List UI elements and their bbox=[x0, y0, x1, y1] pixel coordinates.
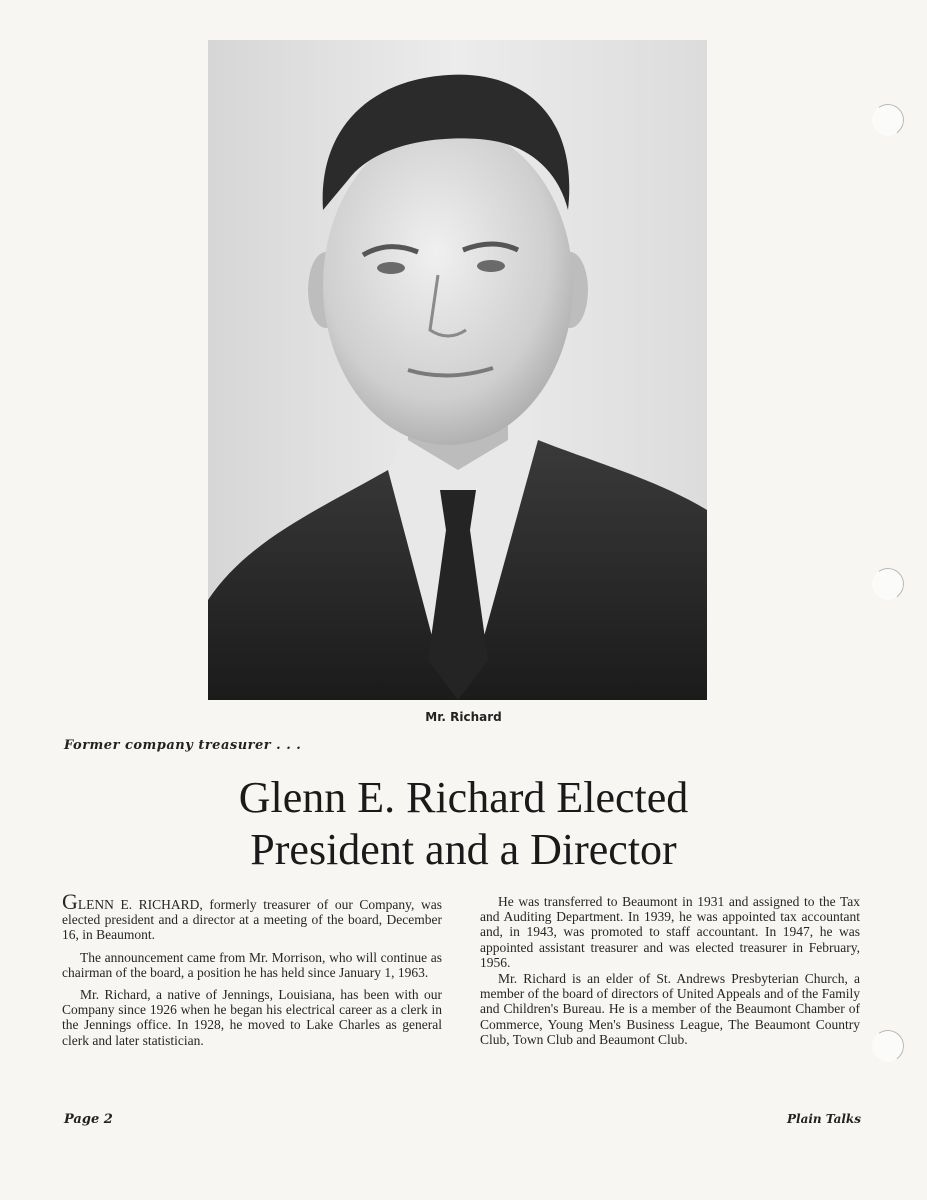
paragraph-3: Mr. Richard, a native of Jennings, Louisiana, has been with our Company since 1926 when he began his electrical career as a clerk in the Jennings office. In 1928, he moved to Lake Charles as general clerk and later statistician. bbox=[62, 987, 442, 1048]
photo-caption: Mr. Richard bbox=[425, 710, 502, 724]
portrait-illustration bbox=[208, 40, 707, 700]
headline-line-2: President and a Director bbox=[250, 825, 677, 874]
punch-hole-middle bbox=[869, 565, 906, 602]
article-headline bbox=[0, 772, 927, 876]
paragraph-4: He was transferred to Beaumont in 1931 and assigned to the Tax and Auditing Department. In 1939, he was appointed tax accountant and, in 1943, was promoted to staff accountant. In 1947, he was appointed assistant treasurer and was elected treasurer in February, 1956. bbox=[480, 894, 860, 970]
article-kicker: Former company treasurer . . . bbox=[64, 738, 302, 753]
paragraph-2: The announcement came from Mr. Morrison, who will continue as chairman of the board, a position he has held since January 1, 1963. bbox=[62, 949, 442, 980]
publication-name: Plain Talks bbox=[786, 1112, 861, 1126]
paragraph-1-text: LENN E. RICHARD, formerly treasurer of our Company, was elected president and a director at a meeting of the board, December 16, in Beaumont. bbox=[62, 897, 442, 943]
paragraph-1 bbox=[62, 889, 442, 943]
portrait-photo bbox=[208, 40, 707, 700]
headline-line-1: Glenn E. Richard Elected bbox=[238, 773, 689, 822]
page-number: Page 2 bbox=[64, 1112, 113, 1127]
punch-hole-top bbox=[869, 101, 906, 138]
article-column-right bbox=[480, 894, 860, 1054]
article-column-left bbox=[62, 889, 442, 1055]
drop-cap: G bbox=[62, 889, 78, 914]
punch-hole-bottom bbox=[869, 1027, 906, 1064]
paragraph-5: Mr. Richard is an elder of St. Andrews Presbyterian Church, a member of the board of directors of United Appeals and of the Family and Children's Bureau. He is a member of the Beaumont Chamber of Commerce, Young Men's Business League, The Beaumont Country Club, Town Club and Beaumont Club. bbox=[480, 971, 860, 1047]
